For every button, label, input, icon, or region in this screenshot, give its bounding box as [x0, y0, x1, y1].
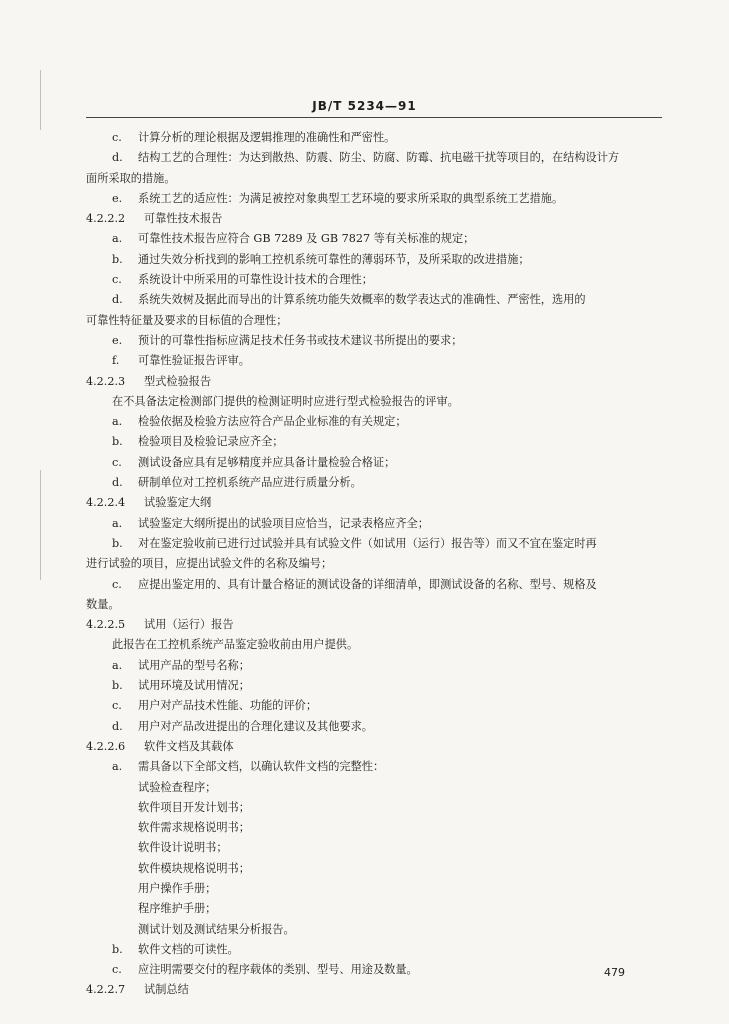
section-number: 4.2.2.5	[86, 618, 126, 632]
line-text: 试用环境及试用情况；	[138, 679, 250, 693]
line-text: 用户对产品改进提出的合理化建议及其他要求。	[138, 719, 373, 733]
item-label: e.	[112, 191, 123, 205]
item-label: f.	[112, 354, 120, 368]
line-text: 检验依据及检验方法应符合产品企业标准的有关规定；	[138, 415, 407, 429]
text-line	[86, 311, 662, 331]
text-line	[86, 534, 662, 554]
item-label: c.	[112, 577, 122, 591]
line-text: 系统工艺的适应性：为满足被控对象典型工艺环境的要求所采取的典型系统工艺措施。	[138, 191, 564, 205]
item-label: d.	[112, 719, 123, 733]
line-text: 进行试验的项目，应提出试验文件的名称及编号；	[86, 557, 333, 571]
item-label: a.	[112, 415, 123, 429]
line-text: 试用产品的型号名称；	[138, 658, 250, 672]
text-line	[86, 920, 662, 940]
item-label: a.	[112, 516, 123, 530]
binding-margin-mark	[40, 470, 41, 580]
section-heading	[86, 980, 662, 1000]
line-text: 软件设计说明书；	[138, 841, 228, 855]
text-line	[86, 717, 662, 737]
section-heading	[86, 737, 662, 757]
text-line	[86, 331, 662, 351]
text-line	[86, 879, 662, 899]
line-text: 测试计划及测试结果分析报告。	[138, 922, 295, 936]
text-line	[86, 432, 662, 452]
document-body	[86, 128, 662, 1001]
page-number: 479	[604, 966, 625, 979]
text-line	[86, 473, 662, 493]
item-label: b.	[112, 942, 123, 956]
item-label: c.	[112, 699, 122, 713]
text-line	[86, 859, 662, 879]
text-line	[86, 554, 662, 574]
header-rule	[86, 117, 662, 118]
item-label: c.	[112, 131, 122, 144]
text-line	[86, 838, 662, 858]
line-text: 通过失效分析找到的影响工控机系统可靠性的薄弱环节，及所采取的改进措施；	[138, 252, 530, 266]
item-label: b.	[112, 435, 123, 449]
section-number: 4.2.2.7	[86, 983, 126, 997]
item-label: c.	[112, 273, 122, 287]
section-number: 4.2.2.4	[86, 496, 126, 510]
line-text: 程序维护手册；	[138, 902, 217, 916]
line-text: 研制单位对工控机系统产品应进行质量分析。	[138, 476, 362, 490]
line-text: 在不具备法定检测部门提供的检测证明时应进行型式检验报告的评审。	[112, 394, 459, 408]
item-label: a.	[112, 658, 123, 672]
line-text: 试验检查程序；	[138, 780, 217, 794]
text-line	[86, 960, 662, 980]
line-text: 试验鉴定大纲所提出的试验项目应恰当，记录表格应齐全；	[138, 516, 429, 530]
line-text: 应注明需要交付的程序载体的类别、型号、用途及数量。	[138, 963, 418, 977]
item-label: d.	[112, 151, 123, 165]
section-number: 4.2.2.2	[86, 212, 126, 226]
text-line	[86, 412, 662, 432]
item-label: d.	[112, 293, 123, 307]
section-number: 4.2.2.6	[86, 739, 126, 753]
section-number: 4.2.2.3	[86, 374, 126, 388]
item-label: b.	[112, 679, 123, 693]
line-text: 试用（运行）报告	[144, 618, 234, 632]
item-label: b.	[112, 536, 123, 550]
text-line	[86, 798, 662, 818]
text-line	[86, 270, 662, 290]
item-label: a.	[112, 760, 123, 774]
text-line	[86, 351, 662, 371]
text-line	[86, 818, 662, 838]
text-line	[86, 189, 662, 209]
item-label: b.	[112, 252, 123, 266]
text-line	[86, 392, 662, 412]
text-line	[86, 250, 662, 270]
line-text: 软件文档及其载体	[144, 739, 234, 753]
line-text: 型式检验报告	[144, 374, 212, 388]
line-text: 系统设计中所采用的可靠性设计技术的合理性；	[138, 273, 373, 287]
line-text: 软件项目开发计划书；	[138, 800, 250, 814]
text-line	[86, 575, 662, 595]
line-text: 计算分析的理论根据及逻辑推理的准确性和严密性。	[138, 131, 396, 144]
line-text: 软件模块规格说明书；	[138, 861, 250, 875]
text-line	[86, 635, 662, 655]
line-text: 预计的可靠性指标应满足技术任务书或技术建议书所提出的要求；	[138, 333, 463, 347]
line-text: 应提出鉴定用的、具有计量合格证的测试设备的详细清单，即测试设备的名称、型号、规格及	[138, 577, 597, 591]
text-line	[86, 940, 662, 960]
line-text: 可靠性特征量及要求的目标值的合理性；	[86, 313, 288, 327]
item-label: d.	[112, 476, 123, 490]
text-line	[86, 757, 662, 777]
line-text: 对在鉴定验收前已进行过试验并具有试验文件（如试用（运行）报告等）而又不宜在鉴定时再	[138, 536, 597, 550]
line-text: 试验鉴定大纲	[144, 496, 212, 510]
text-line	[86, 229, 662, 249]
line-text: 需具备以下全部文档，以确认软件文档的完整性：	[138, 760, 385, 774]
section-heading	[86, 209, 662, 229]
text-line	[86, 514, 662, 534]
section-heading	[86, 372, 662, 392]
text-line	[86, 656, 662, 676]
item-label: c.	[112, 455, 122, 469]
line-text: 软件需求规格说明书；	[138, 821, 250, 835]
text-line	[86, 696, 662, 716]
line-text: 结构工艺的合理性：为达到散热、防震、防尘、防腐、防霉、抗电磁干扰等项目的，在结构设计方	[138, 151, 620, 165]
line-text: 用户对产品技术性能、功能的评价；	[138, 699, 318, 713]
text-line	[86, 778, 662, 798]
text-line	[86, 595, 662, 615]
line-text: 可靠性技术报告应符合 GB 7289 及 GB 7827 等有关标准的规定；	[138, 232, 475, 246]
text-line	[86, 169, 662, 189]
section-heading	[86, 493, 662, 513]
line-text: 软件文档的可读性。	[138, 942, 239, 956]
line-text: 检验项目及检验记录应齐全；	[138, 435, 284, 449]
line-text: 面所采取的措施。	[86, 171, 176, 185]
text-line	[86, 453, 662, 473]
text-line	[86, 128, 662, 148]
text-line	[86, 676, 662, 696]
line-text: 此报告在工控机系统产品鉴定验收前由用户提供。	[112, 638, 359, 652]
line-text: 可靠性验证报告评审。	[138, 354, 250, 368]
line-text: 用户操作手册；	[138, 881, 217, 895]
standard-number-header: JB/T 5234—91	[312, 99, 417, 113]
line-text: 测试设备应具有足够精度并应具备计量检验合格证；	[138, 455, 396, 469]
text-line	[86, 290, 662, 310]
item-label: a.	[112, 232, 123, 246]
text-line	[86, 899, 662, 919]
item-label: c.	[112, 963, 122, 977]
section-heading	[86, 615, 662, 635]
line-text: 数量。	[86, 597, 120, 611]
line-text: 系统失效树及据此而导出的计算系统功能失效概率的数学表达式的准确性、严密性，选用的	[138, 293, 586, 307]
line-text: 试制总结	[144, 983, 189, 997]
line-text: 可靠性技术报告	[144, 212, 223, 226]
text-line	[86, 148, 662, 168]
item-label: e.	[112, 333, 123, 347]
